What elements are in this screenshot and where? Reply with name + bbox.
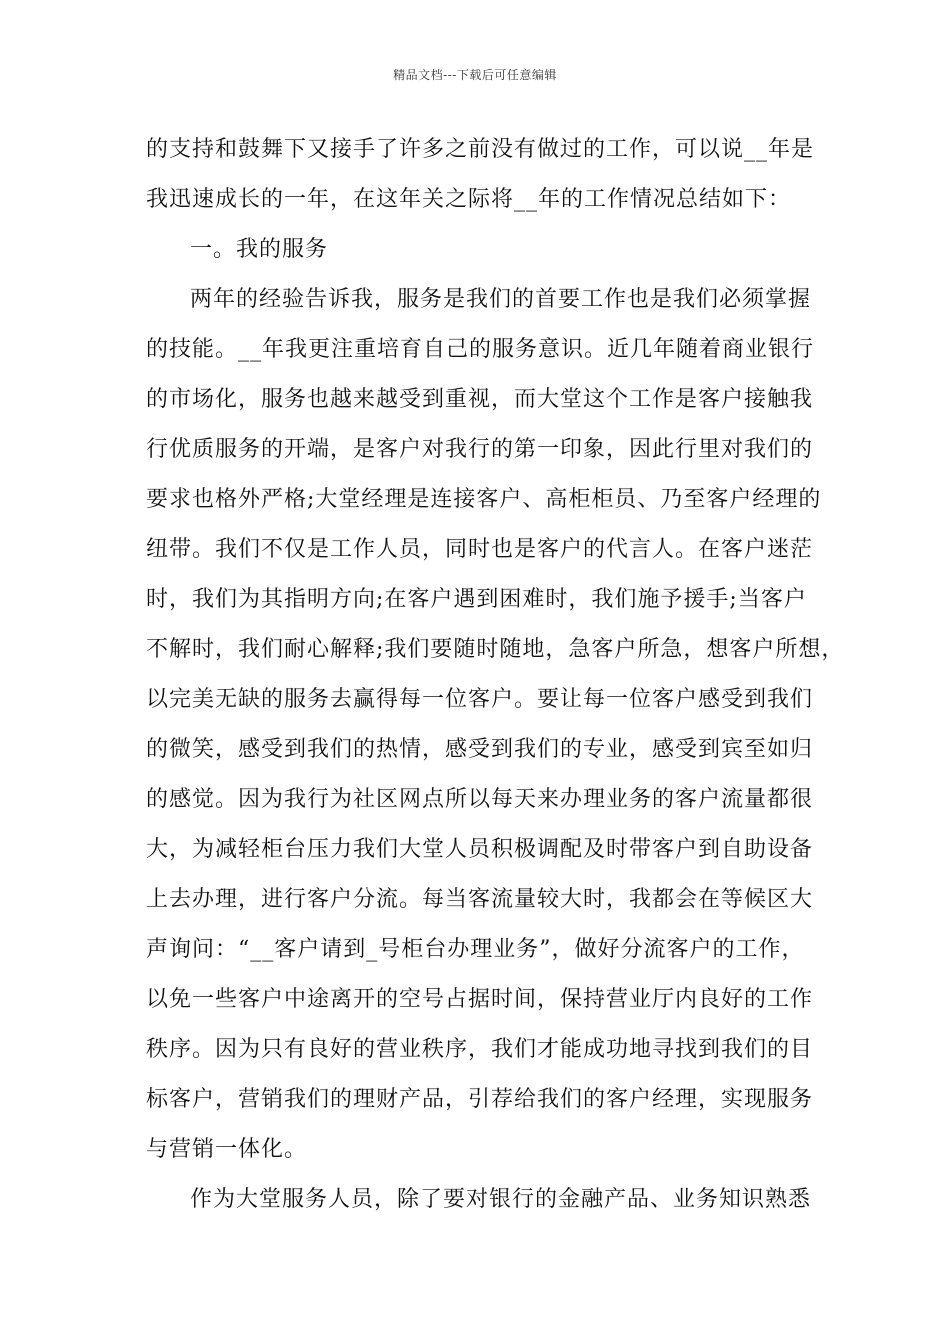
paragraph-line: 声询问：“__客户请到_号柜台办理业务”，做好分流客户的工作， <box>146 937 805 962</box>
paragraph-line: 以免一些客户中途离开的空号占据时间，保持营业厅内良好的工作 <box>146 987 814 1012</box>
paragraph-line: 纽带。我们不仅是工作人员，同时也是客户的代言人。在客户迷茫 <box>146 537 814 562</box>
paragraph-line: 以完美无缺的服务去赢得每一位客户。要让每一位客户感受到我们 <box>146 687 814 712</box>
page-header: 精品文档---下载后可任意编辑 <box>393 68 557 82</box>
paragraph-line: 秩序。因为只有良好的营业秩序，我们才能成功地寻找到我们的目 <box>146 1037 814 1062</box>
paragraph-line: 的微笑，感受到我们的热情，感受到我们的专业，感受到宾至如归 <box>146 737 814 762</box>
paragraph-line: 大，为减轻柜台压力我们大堂人员积极调配及时带客户到自助设备 <box>146 837 814 862</box>
paragraph-line: 的感觉。因为我行为社区网点所以每天来办理业务的客户流量都很 <box>146 787 814 812</box>
paragraph-line: 标客户，营销我们的理财产品，引荐给我们的客户经理，实现服务 <box>146 1087 814 1112</box>
section-heading: 一。我的服务 <box>190 237 329 262</box>
paragraph-line: 的技能。__年我更注重培育自己的服务意识。近几年随着商业银行 <box>146 337 815 362</box>
paragraph-line: 的市场化，服务也越来越受到重视，而大堂这个工作是客户接触我 <box>146 387 814 412</box>
paragraph-line: 行优质服务的开端，是客户对我行的第一印象，因此行里对我们的 <box>146 437 814 462</box>
paragraph-line: 不解时，我们耐心解释;我们要随时随地，急客户所急，想客户所想， <box>146 637 845 662</box>
paragraph-line: 作为大堂服务人员，除了要对银行的金融产品、业务知识熟悉 <box>190 1187 812 1212</box>
paragraph-line: 时，我们为其指明方向;在客户遇到困难时，我们施予援手;当客户 <box>146 587 807 612</box>
paragraph-line: 上去办理，进行客户分流。每当客流量较大时，我都会在等候区大 <box>146 887 814 912</box>
paragraph-line: 与营销一体化。 <box>146 1137 308 1162</box>
paragraph-line: 两年的经验告诉我，服务是我们的首要工作也是我们必须掌握 <box>190 287 812 312</box>
paragraph-line: 我迅速成长的一年，在这年关之际将__年的工作情况总结如下： <box>146 187 792 212</box>
paragraph-line: 的支持和鼓舞下又接手了许多之前没有做过的工作，可以说__年是 <box>146 137 815 162</box>
paragraph-line: 要求也格外严格;大堂经理是连接客户、高柜柜员、乃至客户经理的 <box>146 487 822 512</box>
